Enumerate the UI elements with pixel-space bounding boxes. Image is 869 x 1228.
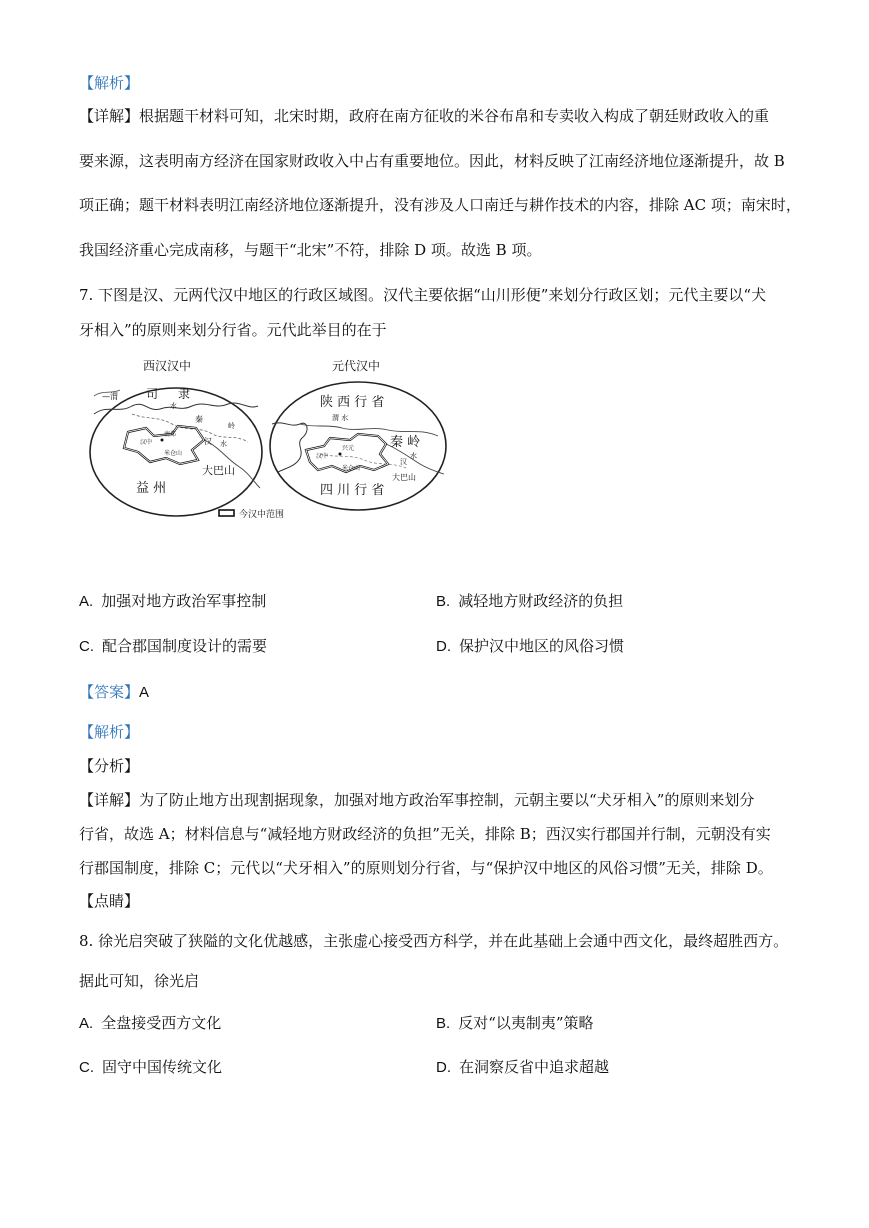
right-label-micangshan: 米仓山	[342, 465, 361, 472]
left-label-edge: —渭	[102, 392, 118, 401]
q6-detail-text-1: 根据题干材料可知，北宋时期，政府在南方征收的米谷布帛和专卖收入构成了朝廷财政收入的重	[139, 107, 770, 125]
q7-fenxi-label: 【分析】	[79, 757, 140, 775]
left-label-yizhou: 益 州	[136, 481, 167, 496]
left-map-title: 西汉汉中	[143, 359, 192, 373]
q8-option-d[interactable]	[436, 1056, 609, 1079]
q7-option-a-text: 加强对地方政治军事控制	[101, 592, 267, 610]
q7-option-c-text: 配合郡国制度设计的需要	[102, 637, 268, 655]
q8-option-d-text: 在洞察反省中追求超越	[459, 1058, 610, 1076]
q7-detail-label: 【详解】	[79, 791, 140, 809]
right-map	[270, 358, 446, 510]
left-label-nanzheng: 南郑	[164, 431, 177, 438]
right-label-han: 汉	[400, 458, 407, 466]
left-label-dabashan: 大巴山	[202, 464, 235, 477]
q6-detail-line-4: 我国经济重心完成南移，与题干“北宋”不符，排除 D 项。故选 B 项。	[79, 241, 542, 259]
q7-stem-line-2: 牙相入”的原则来划分行省。元代此举目的在于	[79, 321, 387, 339]
q8-option-d-letter: D.	[436, 1059, 451, 1076]
q8-option-c[interactable]	[79, 1056, 222, 1079]
right-label-shui: 水	[410, 452, 417, 460]
q7-detail-line-2: 行省，故选 A；材料信息与“减轻地方财政经济的负担”无关，排除 B；西汉实行郡国并行制，元朝没有实	[79, 825, 771, 843]
left-label-micangshan: 米仓山	[164, 450, 183, 457]
q7-answer-value: A	[139, 684, 150, 701]
q8-option-a[interactable]	[79, 1012, 221, 1035]
q7-map-figure	[88, 354, 453, 526]
right-label-weishui: 渭 水	[332, 414, 349, 422]
left-label-shui2: 水	[220, 440, 227, 448]
right-label-qinling: 秦 岭	[390, 435, 421, 450]
q8-stem-line-2: 据此可知，徐光启	[79, 972, 200, 990]
q7-option-a-letter: A.	[79, 593, 94, 610]
right-label-hanzhong: 汉中	[316, 453, 329, 460]
hanzhong-maps	[88, 354, 453, 526]
q7-option-d-text: 保护汉中地区的风俗习惯	[459, 637, 625, 655]
q7-answer-label: 【答案】	[79, 683, 140, 701]
q6-detail-line-3: 项正确；题干材料表明江南经济地位逐渐提升，没有涉及人口南迁与耕作技术的内容，排除 AC 项；南宋时，	[79, 196, 801, 214]
right-boundary-west	[272, 423, 307, 472]
left-label-ling: 岭	[228, 422, 235, 430]
q8-option-b[interactable]	[436, 1012, 594, 1035]
q8-option-b-text: 反对“以夷制夷”策略	[458, 1014, 594, 1032]
q7-option-a[interactable]	[79, 590, 266, 613]
q7-detail-text-1: 为了防止地方出现割据现象，加强对地方政治军事控制，元朝主要以“犬牙相入”的原则来划分	[139, 791, 755, 809]
q8-option-c-letter: C.	[79, 1059, 94, 1076]
q7-option-d-letter: D.	[436, 638, 451, 655]
left-map	[90, 358, 262, 516]
q6-detail-label: 【详解】	[79, 107, 140, 125]
q6-analysis-label: 【解析】	[79, 74, 140, 92]
q7-detail-line-1	[79, 789, 754, 811]
q7-option-d[interactable]	[436, 635, 624, 658]
right-label-sichuan: 四 川 行 省	[320, 483, 385, 498]
left-label-hanzhong: 汉中	[140, 439, 153, 446]
left-label-si: 司	[146, 387, 159, 401]
left-label-han: 汉	[204, 437, 212, 446]
q6-detail-line-2: 要来源，这表明南方经济在国家财政收入中占有重要地位。因此，材料反映了江南经济地位逐渐提升，故 B	[79, 152, 785, 170]
q7-dianjing-label: 【点睛】	[79, 892, 140, 910]
legend-label: 今汉中范围	[239, 510, 285, 520]
left-label-li: 隶	[178, 387, 191, 401]
right-label-xingyuan: 兴元	[342, 445, 355, 452]
q8-stem-line-1: 8. 徐光启突破了狭隘的文化优越感，主张虚心接受西方科学，并在此基础上会通中西文化，最终超胜西方。	[79, 932, 789, 950]
q8-option-a-letter: A.	[79, 1015, 94, 1032]
map-legend	[219, 508, 284, 520]
q8-option-c-text: 固守中国传统文化	[102, 1058, 223, 1076]
q7-answer-line	[79, 681, 157, 704]
q8-option-a-text: 全盘接受西方文化	[101, 1014, 222, 1032]
q7-analysis-label: 【解析】	[79, 723, 140, 741]
right-label-dabashan: 大巴山	[392, 473, 416, 482]
right-map-title: 元代汉中	[332, 359, 381, 373]
right-label-shaanxi: 陕 西 行 省	[320, 395, 385, 410]
q7-option-b-text: 减轻地方财政经济的负担	[458, 592, 624, 610]
q7-stem-line-1: 7. 下图是汉、元两代汉中地区的行政区域图。汉代主要依据“山川形便”来划分行政区划；元代主要以“犬	[79, 286, 767, 304]
q7-detail-line-3: 行郡国制度，排除 C；元代以“犬牙相入”的原则划分行省，与“保护汉中地区的风俗习惯”无关，排除 D。	[79, 859, 773, 877]
left-label-shui: 水	[170, 402, 177, 410]
left-label-qin: 秦	[195, 415, 203, 424]
legend-swatch	[219, 510, 234, 516]
q6-detail-line-1	[79, 105, 769, 127]
q7-option-c-letter: C.	[79, 638, 94, 655]
q7-option-b[interactable]	[436, 590, 623, 613]
q7-option-c[interactable]	[79, 635, 267, 658]
q7-option-b-letter: B.	[436, 593, 451, 610]
q8-option-b-letter: B.	[436, 1015, 451, 1032]
